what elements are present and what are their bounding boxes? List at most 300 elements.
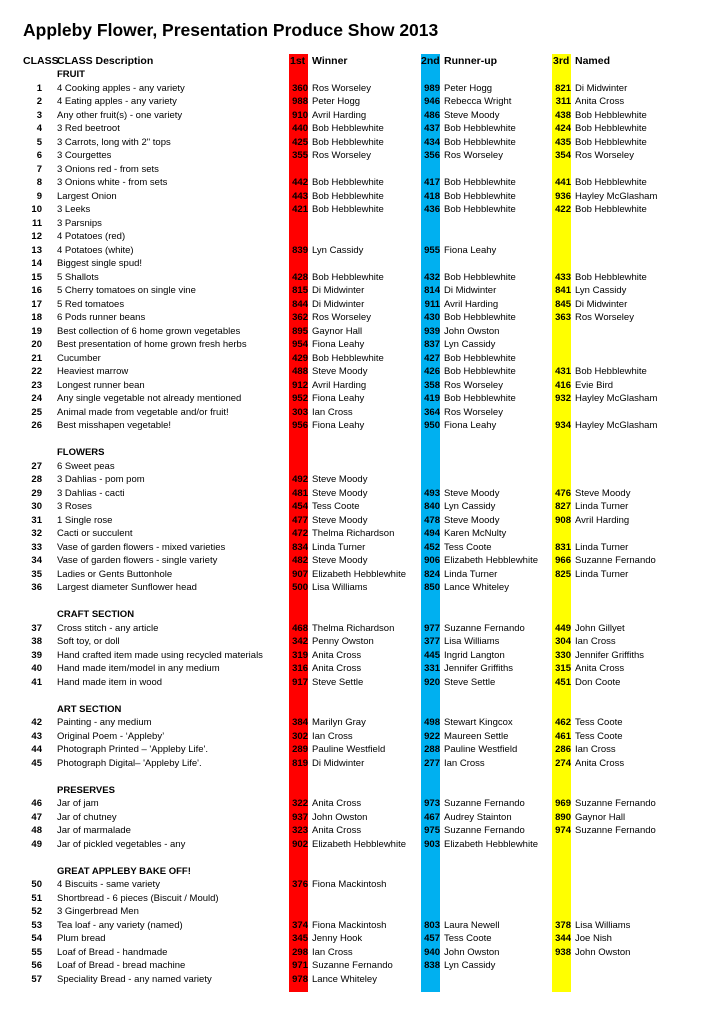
- class-number: 27: [31, 460, 42, 472]
- third-name: Ros Worseley: [575, 150, 634, 161]
- class-description: Jar of pickled vegetables - any: [57, 838, 186, 850]
- third-name: Jennifer Griffiths: [575, 649, 644, 661]
- class-number: 45: [31, 757, 42, 769]
- runner-up-name: Bob Hebblewhite: [444, 352, 516, 364]
- table-row: [0, 217, 720, 231]
- runner-up-name: Di Midwinter: [444, 285, 497, 296]
- table-row: [0, 257, 720, 271]
- class-number: 52: [31, 906, 42, 917]
- class-description: Ladies or Gents Buttonhole: [57, 568, 173, 580]
- third-entry-number: 449: [555, 622, 571, 634]
- winner-entry-number: 440: [292, 123, 308, 134]
- winner-name: Anita Cross: [312, 663, 362, 674]
- class-description: Shortbread - 6 pieces (Biscuit / Mould): [57, 892, 219, 904]
- third-entry-number: 890: [555, 811, 571, 823]
- winner-name: Bob Hebblewhite: [312, 352, 384, 364]
- winner-entry-number: 472: [292, 528, 308, 539]
- table-row: [0, 676, 720, 690]
- third-name: Hayley McGlasham: [575, 420, 658, 431]
- third-name: Bob Hebblewhite: [575, 136, 647, 148]
- table-row: [0, 203, 720, 217]
- third-name: Lyn Cassidy: [575, 285, 627, 296]
- runner-up-entry-number: 973: [424, 798, 440, 809]
- winner-entry-number: 342: [292, 636, 308, 647]
- third-name: Hayley McGlasham: [575, 190, 658, 202]
- table-row: [0, 460, 720, 474]
- table-row: [0, 149, 720, 163]
- table-row: [0, 284, 720, 298]
- winner-entry-number: 492: [292, 474, 308, 485]
- table-row: [0, 662, 720, 676]
- table-row: [0, 824, 720, 838]
- winner-entry-number: 971: [292, 960, 308, 971]
- table-row: [0, 811, 720, 825]
- runner-up-name: Elizabeth Hebblewhite: [444, 555, 539, 566]
- table-row: [0, 163, 720, 177]
- runner-up-entry-number: 493: [424, 487, 440, 499]
- table-row: [0, 230, 720, 244]
- winner-name: Ian Cross: [312, 946, 353, 958]
- winner-entry-number: 834: [292, 541, 308, 553]
- third-name: Steve Moody: [575, 487, 631, 499]
- runner-up-name: Stewart Kingcox: [444, 717, 513, 728]
- winner-entry-number: 384: [292, 717, 308, 728]
- third-name: Evie Bird: [575, 379, 614, 391]
- winner-name: Di Midwinter: [312, 757, 365, 769]
- class-description: Photograph Printed – 'Appleby Life'.: [57, 744, 208, 755]
- class-description: 4 Potatoes (red): [57, 231, 126, 242]
- class-description: Jar of marmalade: [57, 825, 131, 836]
- winner-name: Lance Whiteley: [312, 973, 377, 985]
- class-number: 28: [31, 474, 42, 485]
- winner-name: Thelma Richardson: [312, 528, 395, 539]
- class-number: 50: [31, 879, 42, 890]
- class-number: 49: [31, 838, 42, 850]
- runner-up-entry-number: 950: [424, 420, 440, 431]
- third-entry-number: 424: [555, 123, 571, 134]
- class-number: 20: [31, 339, 42, 350]
- table-row: [0, 919, 720, 933]
- runner-up-entry-number: 838: [424, 960, 440, 971]
- runner-up-entry-number: 331: [424, 663, 440, 674]
- winner-name: Steve Moody: [312, 514, 368, 526]
- class-number: 26: [31, 420, 42, 431]
- winner-entry-number: 907: [292, 568, 308, 580]
- third-entry-number: 451: [555, 676, 571, 688]
- class-description: Largest diameter Sunflower head: [57, 582, 197, 593]
- runner-up-entry-number: 418: [424, 190, 440, 202]
- winner-name: Fiona Leahy: [312, 339, 365, 350]
- winner-entry-number: 482: [292, 555, 308, 566]
- class-number: 24: [31, 393, 42, 404]
- class-description: 6 Pods runner beans: [57, 312, 146, 323]
- table-row: [0, 82, 720, 96]
- winner-entry-number: 362: [292, 312, 308, 323]
- class-number: 56: [31, 960, 42, 971]
- class-number: 25: [31, 406, 42, 418]
- third-name: Di Midwinter: [575, 82, 628, 94]
- runner-up-name: John Owston: [444, 325, 500, 337]
- winner-name: Steve Settle: [312, 676, 364, 688]
- runner-up-name: Ros Worseley: [444, 406, 503, 418]
- runner-up-name: Steve Settle: [444, 676, 496, 688]
- winner-name: Tess Coote: [312, 501, 360, 512]
- third-entry-number: 821: [555, 82, 571, 94]
- runner-up-entry-number: 452: [424, 541, 440, 553]
- winner-entry-number: 937: [292, 811, 308, 823]
- third-name: Di Midwinter: [575, 298, 628, 310]
- class-number: 43: [31, 730, 42, 742]
- class-description: 5 Shallots: [57, 271, 99, 283]
- runner-up-entry-number: 288: [424, 744, 440, 755]
- class-description: Any other fruit(s) - one variety: [57, 109, 183, 121]
- runner-up-entry-number: 977: [424, 622, 440, 634]
- class-description: Soft toy, or doll: [57, 636, 120, 647]
- class-number: 38: [31, 636, 42, 647]
- winner-name: Ros Worseley: [312, 82, 371, 94]
- winner-name: Steve Moody: [312, 487, 368, 499]
- table-row: [0, 136, 720, 150]
- runner-up-entry-number: 975: [424, 825, 440, 836]
- winner-entry-number: 316: [292, 663, 308, 674]
- runner-up-entry-number: 946: [424, 96, 440, 107]
- table-row: [0, 541, 720, 555]
- winner-entry-number: 477: [292, 514, 308, 526]
- runner-up-entry-number: 850: [424, 582, 440, 593]
- class-description: Painting - any medium: [57, 717, 152, 728]
- runner-up-name: Bob Hebblewhite: [444, 190, 516, 202]
- winner-entry-number: 815: [292, 285, 308, 296]
- third-name: Bob Hebblewhite: [575, 204, 647, 215]
- runner-up-name: Suzanne Fernando: [444, 622, 525, 634]
- page-title: Appleby Flower, Presentation Produce Show 2013: [23, 20, 439, 40]
- runner-up-entry-number: 906: [424, 555, 440, 566]
- table-row: [0, 109, 720, 123]
- third-name: Gaynor Hall: [575, 811, 626, 823]
- table-row: [0, 838, 720, 852]
- winner-entry-number: 425: [292, 136, 308, 148]
- winner-entry-number: 303: [292, 406, 308, 418]
- class-description: Heaviest marrow: [57, 366, 129, 377]
- winner-entry-number: 428: [292, 271, 308, 283]
- table-row: [0, 338, 720, 352]
- table-row: [0, 959, 720, 973]
- class-description: Longest runner bean: [57, 379, 145, 391]
- table-row: [0, 568, 720, 582]
- winner-entry-number: 839: [292, 244, 308, 256]
- winner-name: Bob Hebblewhite: [312, 190, 384, 202]
- runner-up-name: Bob Hebblewhite: [444, 271, 516, 283]
- table-row: [0, 419, 720, 433]
- winner-entry-number: 374: [292, 919, 308, 931]
- class-description: Jar of chutney: [57, 811, 117, 823]
- third-entry-number: 344: [555, 933, 571, 944]
- runner-up-entry-number: 494: [424, 528, 440, 539]
- class-number: 35: [31, 568, 42, 580]
- winner-entry-number: 289: [292, 744, 308, 755]
- class-number: 39: [31, 649, 42, 661]
- winner-name: Avril Harding: [312, 109, 367, 121]
- third-name: Tess Coote: [575, 717, 623, 728]
- class-description: 4 Potatoes (white): [57, 244, 134, 256]
- table-row: [0, 298, 720, 312]
- winner-entry-number: 910: [292, 109, 308, 121]
- winner-name: Fiona Leahy: [312, 420, 365, 431]
- third-entry-number: 966: [555, 555, 571, 566]
- class-number: 34: [31, 555, 42, 566]
- third-entry-number: 416: [555, 379, 571, 391]
- runner-up-entry-number: 277: [424, 757, 440, 769]
- class-number: 57: [31, 973, 42, 985]
- runner-up-entry-number: 814: [424, 285, 440, 296]
- class-description: Original Poem - ‘Appleby’: [57, 730, 165, 742]
- class-description: 4 Biscuits - same variety: [57, 879, 160, 890]
- winner-entry-number: 360: [292, 82, 308, 94]
- runner-up-entry-number: 377: [424, 636, 440, 647]
- table-row: [0, 365, 720, 379]
- third-entry-number: 908: [555, 514, 571, 526]
- section-heading: CRAFT SECTION: [57, 609, 135, 620]
- class-description: Tea loaf - any variety (named): [57, 919, 183, 931]
- class-number: 7: [36, 163, 42, 175]
- winner-name: Elizabeth Hebblewhite: [312, 568, 407, 580]
- third-entry-number: 476: [555, 487, 571, 499]
- table-row: [0, 649, 720, 663]
- runner-up-name: Fiona Leahy: [444, 244, 497, 256]
- third-entry-number: 311: [555, 96, 571, 107]
- table-row: [0, 95, 720, 109]
- class-number: 48: [31, 825, 42, 836]
- class-description: Jar of jam: [57, 798, 99, 809]
- winner-name: Ian Cross: [312, 406, 353, 418]
- class-description: 3 Leeks: [57, 204, 91, 215]
- section-heading: PRESERVES: [57, 784, 115, 796]
- winner-name: Ros Worseley: [312, 312, 371, 323]
- third-entry-number: 934: [555, 420, 571, 431]
- runner-up-name: Steve Moody: [444, 487, 500, 499]
- winner-name: Fiona Mackintosh: [312, 879, 387, 890]
- third-entry-number: 286: [555, 744, 571, 755]
- table-row: [0, 716, 720, 730]
- table-row: [0, 392, 720, 406]
- winner-name: Anita Cross: [312, 798, 362, 809]
- winner-entry-number: 319: [292, 649, 308, 661]
- class-description: 3 Parsnips: [57, 217, 102, 229]
- class-number: 33: [31, 541, 42, 553]
- third-entry-number: 274: [555, 757, 571, 769]
- winner-name: Suzanne Fernando: [312, 960, 393, 971]
- class-number: 53: [31, 919, 42, 931]
- winner-name: Bob Hebblewhite: [312, 177, 384, 188]
- winner-entry-number: 442: [292, 177, 308, 188]
- class-number: 32: [31, 528, 42, 539]
- class-number: 40: [31, 663, 42, 674]
- winner-entry-number: 988: [292, 96, 308, 107]
- class-number: 22: [31, 366, 42, 377]
- class-number: 2: [36, 96, 42, 107]
- runner-up-name: Suzanne Fernando: [444, 825, 525, 836]
- winner-name: John Owston: [312, 811, 368, 823]
- class-description: 3 Courgettes: [57, 150, 112, 161]
- winner-entry-number: 488: [292, 366, 308, 377]
- class-description: Cross stitch - any article: [57, 622, 159, 634]
- class-description: 3 Gingerbread Men: [57, 906, 139, 917]
- class-description: 3 Onions white - from sets: [57, 177, 168, 188]
- class-number: 29: [31, 487, 42, 499]
- runner-up-name: Pauline Westfield: [444, 744, 518, 755]
- table-row: [0, 406, 720, 420]
- class-description: Largest Onion: [57, 190, 117, 202]
- runner-up-entry-number: 920: [424, 676, 440, 688]
- section-heading: FRUIT: [57, 69, 85, 80]
- runner-up-name: Tess Coote: [444, 933, 492, 944]
- class-description: Cacti or succulent: [57, 528, 133, 539]
- table-row: [0, 892, 720, 906]
- winner-name: Fiona Leahy: [312, 393, 365, 404]
- winner-entry-number: 481: [292, 487, 308, 499]
- class-number: 1: [36, 82, 42, 94]
- class-description: Best collection of 6 home grown vegetables: [57, 325, 241, 337]
- class-number: 3: [36, 109, 42, 121]
- runner-up-name: Audrey Stainton: [444, 811, 512, 823]
- table-row: [0, 905, 720, 919]
- class-number: 23: [31, 379, 42, 391]
- winner-entry-number: 500: [292, 582, 308, 593]
- third-name: Suzanne Fernando: [575, 555, 656, 566]
- winner-entry-number: 819: [292, 757, 308, 769]
- third-name: Bob Hebblewhite: [575, 109, 647, 121]
- header-description: CLASS Description: [57, 55, 154, 67]
- class-description: 3 Dahlias - cacti: [57, 487, 125, 499]
- class-description: Best misshapen vegetable!: [57, 420, 172, 431]
- runner-up-name: Maureen Settle: [444, 730, 509, 742]
- class-number: 44: [31, 744, 42, 755]
- runner-up-entry-number: 498: [424, 717, 440, 728]
- runner-up-name: Ros Worseley: [444, 379, 503, 391]
- class-number: 8: [36, 177, 42, 188]
- runner-up-name: Lyn Cassidy: [444, 339, 496, 350]
- winner-name: Bob Hebblewhite: [312, 123, 384, 134]
- class-number: 13: [31, 244, 42, 256]
- class-description: Hand made item in wood: [57, 676, 163, 688]
- class-description: Hand made item/model in any medium: [57, 663, 220, 674]
- third-entry-number: 422: [555, 204, 571, 215]
- table-row: [0, 932, 720, 946]
- runner-up-entry-number: 436: [424, 204, 440, 215]
- table-row: [0, 176, 720, 190]
- winner-name: Marilyn Gray: [312, 717, 366, 728]
- winner-name: Ros Worseley: [312, 150, 371, 161]
- winner-entry-number: 322: [292, 798, 308, 809]
- winner-name: Pauline Westfield: [312, 744, 386, 755]
- third-name: Bob Hebblewhite: [575, 366, 647, 377]
- class-description: 3 Roses: [57, 501, 92, 512]
- class-number: 10: [31, 204, 42, 215]
- third-entry-number: 938: [555, 946, 571, 958]
- runner-up-entry-number: 358: [424, 379, 440, 391]
- runner-up-entry-number: 824: [424, 568, 440, 580]
- winner-entry-number: 345: [292, 933, 308, 944]
- runner-up-name: Bob Hebblewhite: [444, 177, 516, 188]
- class-description: Photograph Digital– 'Appleby Life'.: [57, 757, 202, 769]
- table-row: [0, 379, 720, 393]
- header-class: CLASS: [23, 55, 59, 67]
- header-third: 3rd: [553, 55, 570, 67]
- class-number: 11: [31, 217, 42, 229]
- table-row: [0, 271, 720, 285]
- class-number: 30: [31, 501, 42, 512]
- class-number: 41: [31, 676, 42, 688]
- class-description: Cucumber: [57, 352, 101, 364]
- runner-up-entry-number: 457: [424, 933, 440, 944]
- runner-up-name: Suzanne Fernando: [444, 798, 525, 809]
- third-name: Joe Nish: [575, 933, 612, 944]
- winner-name: Steve Moody: [312, 366, 368, 377]
- section-heading: FLOWERS: [57, 447, 105, 458]
- winner-name: Di Midwinter: [312, 285, 365, 296]
- winner-name: Di Midwinter: [312, 298, 365, 310]
- class-number: 9: [36, 190, 42, 202]
- winner-entry-number: 454: [292, 501, 308, 512]
- class-number: 31: [31, 514, 42, 526]
- winner-entry-number: 376: [292, 879, 308, 890]
- winner-name: Avril Harding: [312, 379, 367, 391]
- class-number: 36: [31, 582, 42, 593]
- winner-entry-number: 468: [292, 622, 308, 634]
- third-entry-number: 462: [555, 717, 571, 728]
- runner-up-entry-number: 939: [424, 325, 440, 337]
- class-description: 5 Red tomatoes: [57, 298, 125, 310]
- class-number: 42: [31, 717, 42, 728]
- winner-entry-number: 298: [292, 946, 308, 958]
- winner-entry-number: 912: [292, 379, 308, 391]
- class-number: 18: [31, 312, 42, 323]
- runner-up-entry-number: 922: [424, 730, 440, 742]
- runner-up-entry-number: 419: [424, 393, 440, 404]
- class-description: Hand crafted item made using recycled materials: [57, 649, 263, 661]
- runner-up-name: Steve Moody: [444, 514, 500, 526]
- class-description: 5 Cherry tomatoes on single vine: [57, 285, 196, 296]
- third-entry-number: 438: [555, 109, 571, 121]
- table-row: [0, 325, 720, 339]
- table-row: [0, 473, 720, 487]
- winner-name: Thelma Richardson: [312, 622, 395, 634]
- runner-up-name: Bob Hebblewhite: [444, 136, 516, 148]
- winner-name: Lyn Cassidy: [312, 244, 364, 256]
- class-number: 17: [31, 298, 42, 310]
- runner-up-name: Jennifer Griffiths: [444, 663, 513, 674]
- third-name: Ian Cross: [575, 636, 616, 647]
- class-description: 3 Dahlias - pom pom: [57, 474, 145, 485]
- table-row: [0, 797, 720, 811]
- class-description: 4 Eating apples - any variety: [57, 96, 177, 107]
- winner-entry-number: 443: [292, 190, 308, 202]
- runner-up-entry-number: 445: [424, 649, 440, 661]
- table-row: [0, 352, 720, 366]
- runner-up-name: Elizabeth Hebblewhite: [444, 838, 539, 850]
- class-description: 3 Red beetroot: [57, 123, 120, 134]
- third-name: Hayley McGlasham: [575, 393, 658, 404]
- runner-up-entry-number: 911: [424, 298, 440, 310]
- winner-entry-number: 429: [292, 352, 308, 364]
- runner-up-entry-number: 940: [424, 946, 440, 958]
- class-description: Speciality Bread - any named variety: [57, 973, 212, 985]
- runner-up-name: Lyn Cassidy: [444, 501, 496, 512]
- winner-name: Linda Turner: [312, 541, 366, 553]
- runner-up-entry-number: 955: [424, 244, 440, 256]
- table-row: [0, 878, 720, 892]
- runner-up-entry-number: 486: [424, 109, 440, 121]
